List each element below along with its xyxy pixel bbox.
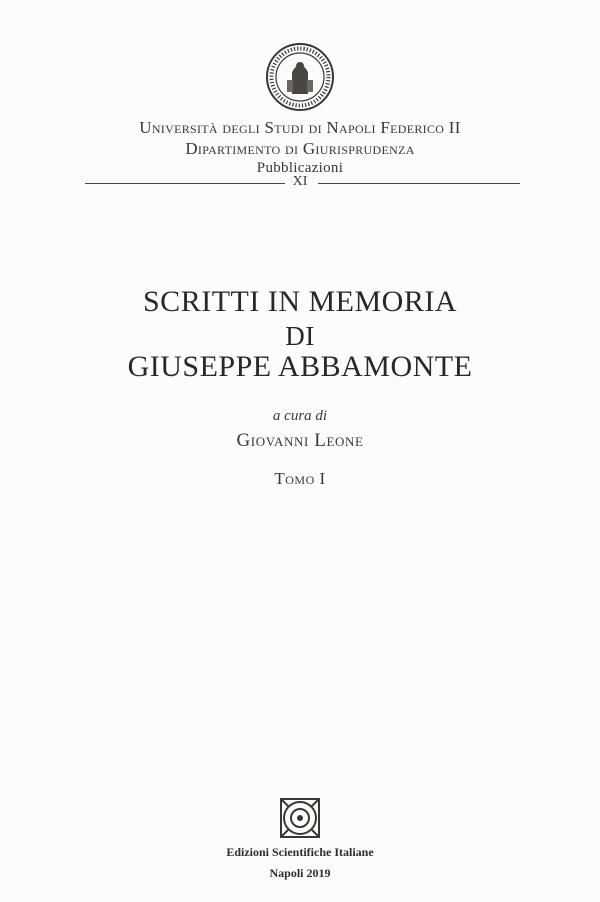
title-line-2: DI <box>285 321 315 351</box>
publisher-logo-icon <box>277 795 323 841</box>
title-line-1: SCRITTI IN MEMORIA <box>143 285 457 318</box>
collection-name: Pubblicazioni <box>256 160 344 176</box>
divider-right <box>318 183 520 184</box>
publisher-name: Edizioni Scientifiche Italiane <box>226 845 374 859</box>
editor-name: Giovanni Leone <box>236 430 364 451</box>
university-seal-icon <box>265 42 335 112</box>
place-year: Napoli 2019 <box>269 866 331 880</box>
editor-label: a cura di <box>272 408 328 424</box>
series-number: XI <box>292 174 308 189</box>
volume-label: Tomo I <box>274 469 326 488</box>
department-name: Dipartimento di Giurisprudenza <box>185 139 415 158</box>
university-name: Università degli Studi di Napoli Federico II <box>139 118 461 137</box>
title-line-3: GIUSEPPE ABBAMONTE <box>127 350 473 383</box>
